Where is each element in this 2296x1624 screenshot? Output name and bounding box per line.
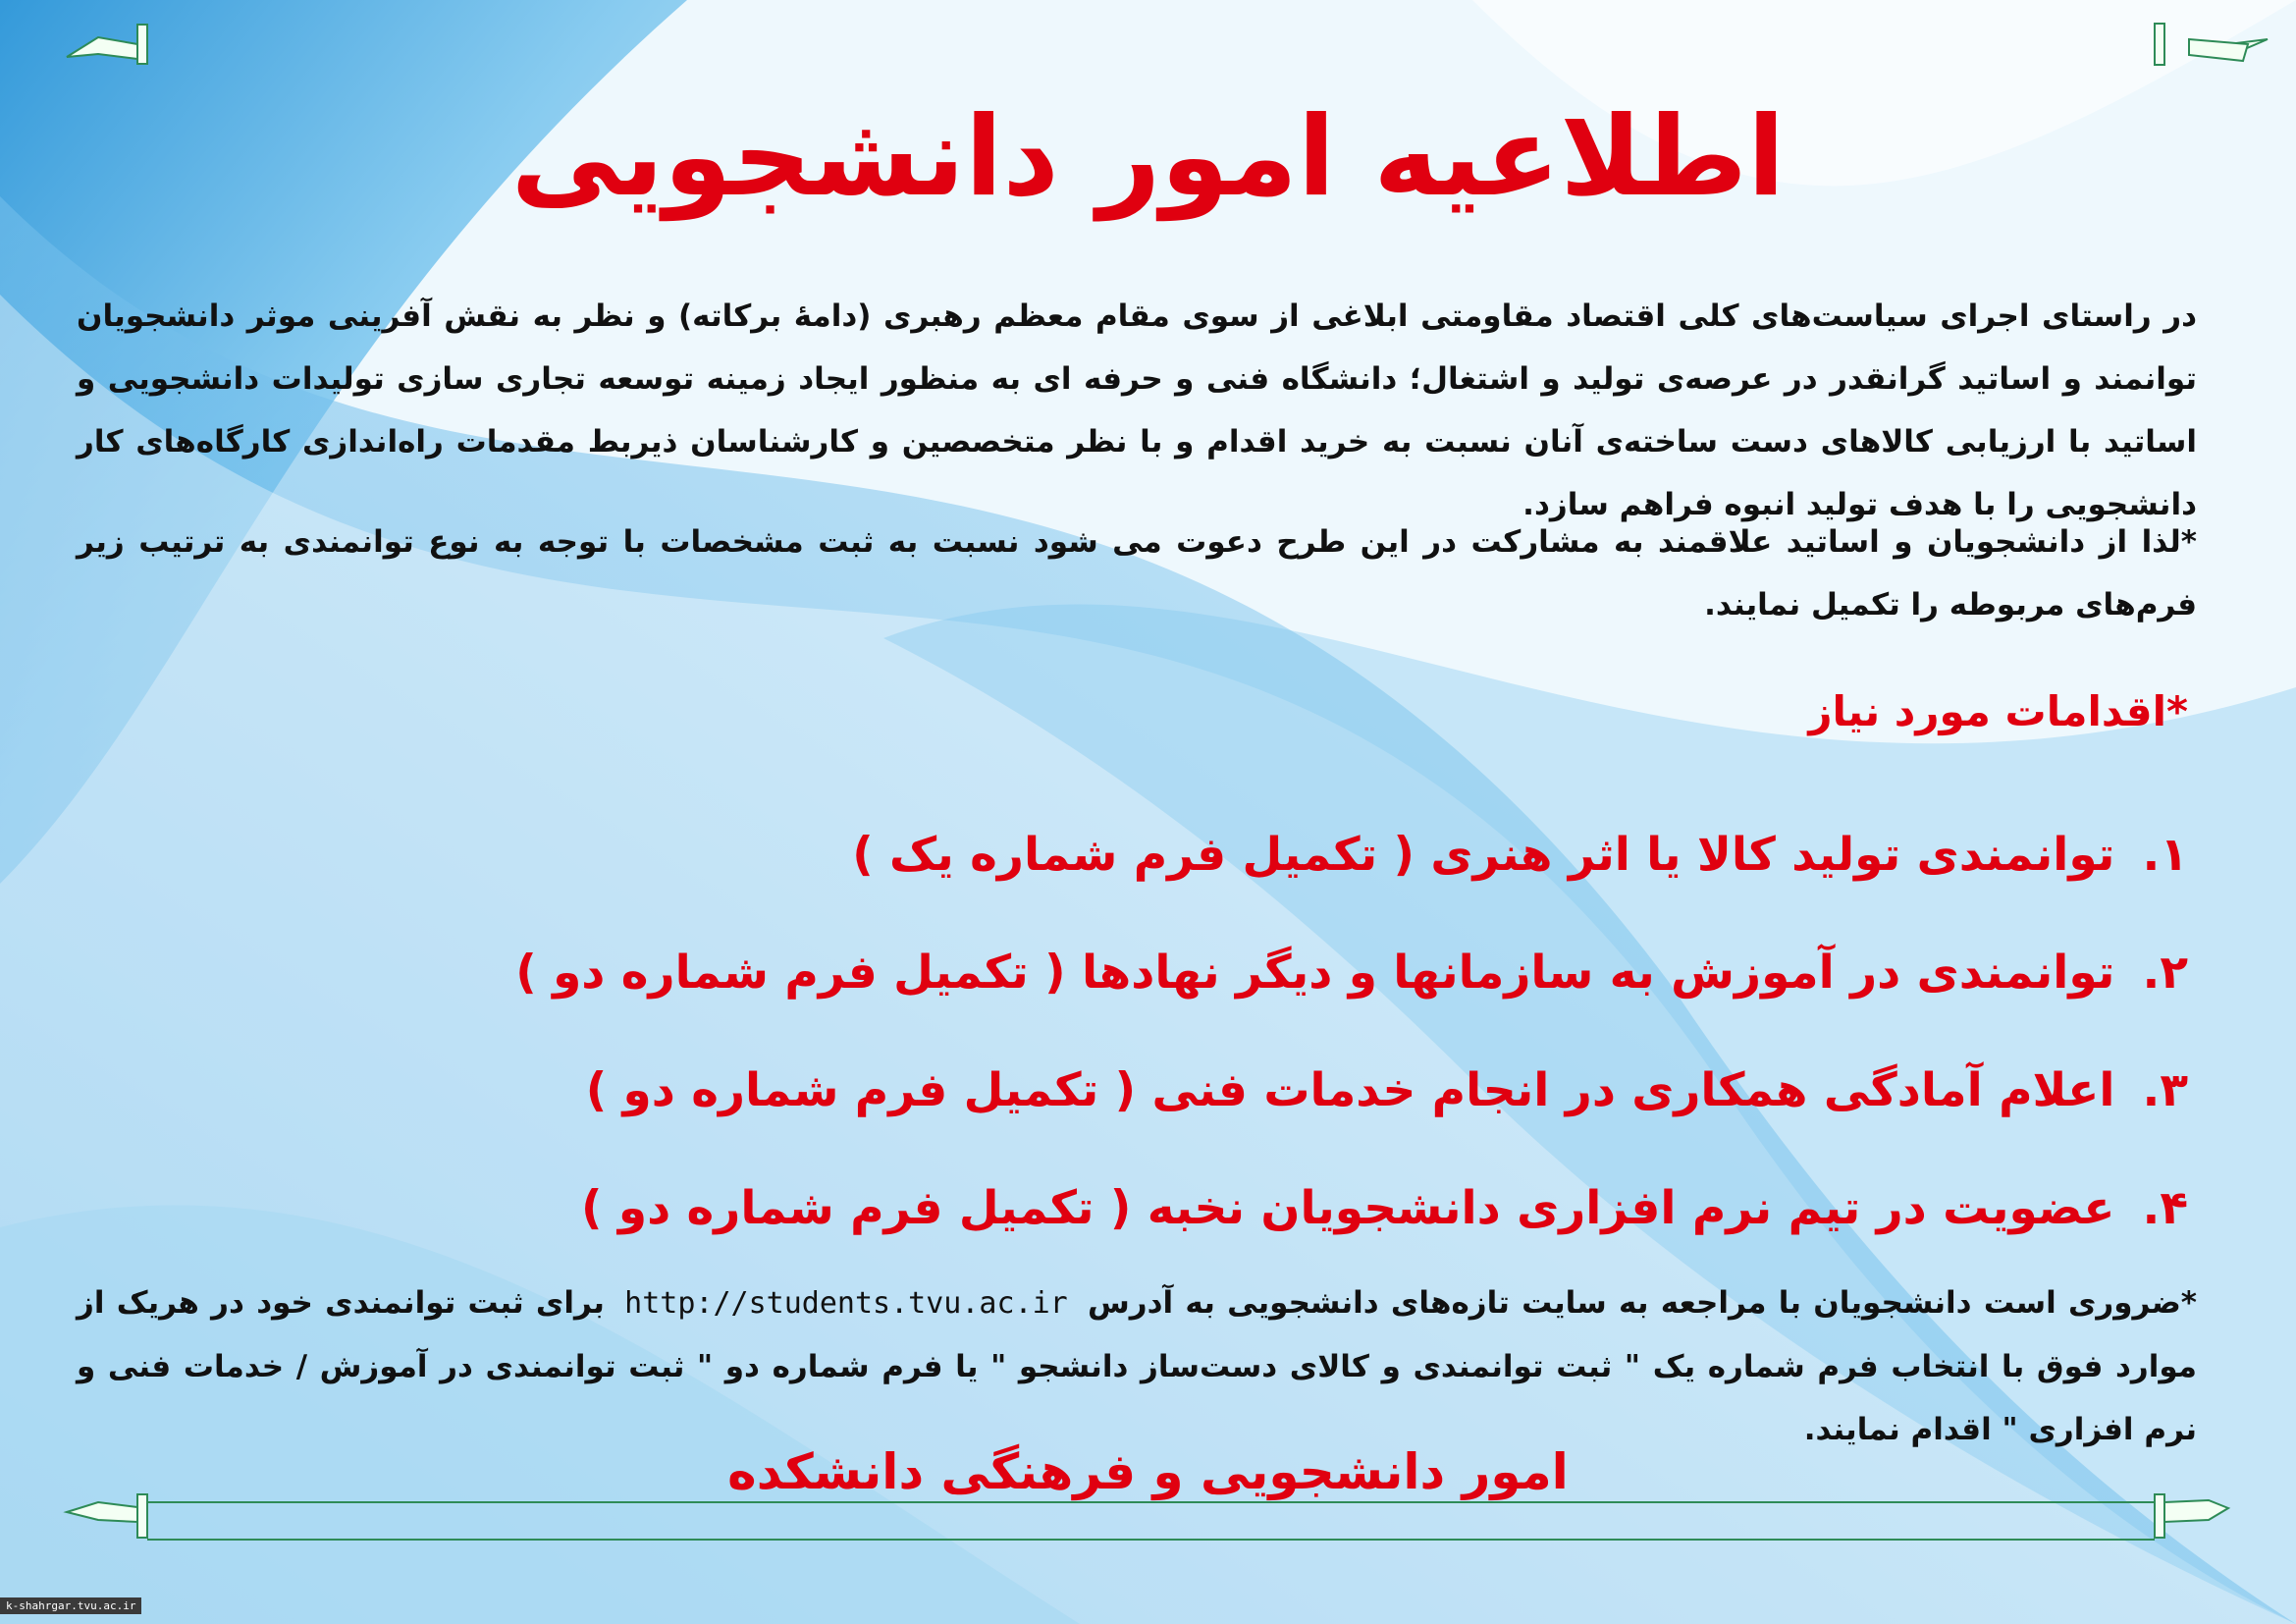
actions-list — [515, 795, 2188, 1267]
notice-title: اطلاعیه امور دانشجویی — [510, 93, 1786, 221]
intro-paragraph: در راستای اجرای سیاست‌های کلی اقتصاد مقاومتی ابلاغی از سوی مقام معظم رهبری (دامهٔ برکاته) و نظر به نقش آفرینی موثر دانشجویان توانمند و اساتید گرانقدر در عرصه‌ی تولید و اشتغال؛ دانشگاه فنی و حرفه ای به منظور ایجاد زمینه توسعه تجاری سازی تولیدات دانشجویی و اساتید با ارزیابی کالاهای دست ساخته‌ی آنان نسبت به خرید اقدام و با نظر متخصصین و کارشناسان ذیربط مقدمات راه‌اندازی کارگاه‌های کار دانشجویی را با هدف تولید انبوه فراهم سازد. — [77, 298, 2197, 522]
list-item-number: ۳. — [2142, 1062, 2188, 1117]
site-watermark: k-shahrgar.tvu.ac.ir — [0, 1597, 141, 1614]
list-item-number: ۴. — [2142, 1180, 2188, 1235]
list-item — [515, 795, 2188, 913]
list-item — [515, 1031, 2188, 1149]
list-item-text: عضویت در تیم نرم افزاری دانشجویان نخبه ( تکمیل فرم شماره دو ) — [581, 1180, 2115, 1235]
list-item-text: اعلام آمادگی همکاری در انجام خدمات فنی ( تکمیل فرم شماره دو ) — [585, 1062, 2115, 1117]
footer-signature: امور دانشجویی و فرهنگی دانشکده — [727, 1443, 1569, 1500]
list-item-text: توانمندی تولید کالا یا اثر هنری ( تکمیل فرم شماره یک ) — [852, 827, 2115, 882]
students-site-link[interactable]: http://students.tvu.ac.ir — [624, 1286, 1068, 1321]
list-item — [515, 1149, 2188, 1267]
registration-paragraph — [77, 1272, 2197, 1461]
invitation-paragraph: *لذا از دانشجویان و اساتید علاقمند به مشارکت در این طرح دعوت می شود نسبت به ثبت مشخصات با توجه به نوع توانمندی به ترتیب زیر فرم‌های مربوطه را تکمیل نمایند. — [77, 524, 2197, 623]
list-item-number: ۱. — [2142, 827, 2188, 882]
list-item-number: ۲. — [2142, 945, 2188, 1000]
registration-text-start: *ضروری است دانشجویان با مراجعه به سایت تازه‌های دانشجویی به آدرس — [1088, 1285, 2198, 1321]
registration-text-end: برای ثبت توانمندی خود در هریک از موارد فوق با انتخاب فرم شماره یک " ثبت توانمندی و کالای دست‌ساز دانشجو " یا فرم شماره دو " ثبت توانمندی در آموزش / خدمات فنی و نرم افزاری " اقدام نمایند. — [77, 1285, 2197, 1447]
required-actions-heading: *اقدامات مورد نیاز — [1808, 687, 2188, 735]
list-item-text: توانمندی در آموزش به سازمانها و دیگر نهادها ( تکمیل فرم شماره دو ) — [515, 945, 2115, 1000]
list-item — [515, 913, 2188, 1031]
